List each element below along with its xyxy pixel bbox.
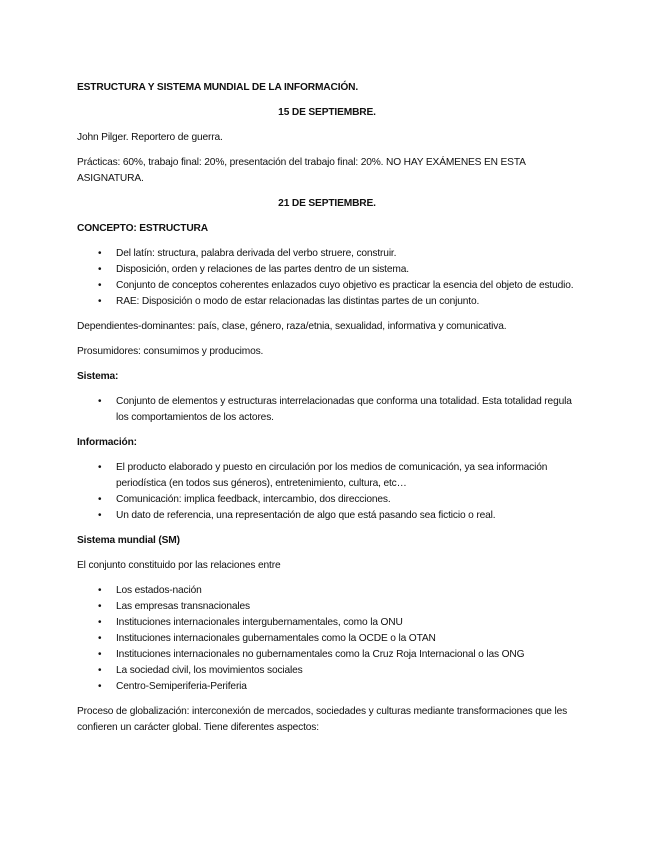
list-item-text: La sociedad civil, los movimientos sociales bbox=[116, 665, 303, 676]
list-item-text: Instituciones internacionales intergubernamentales, como la ONU bbox=[116, 617, 403, 628]
document-page bbox=[77, 80, 577, 745]
list-item bbox=[77, 583, 577, 599]
list-item-text: Comunicación: implica feedback, intercambio, dos direcciones. bbox=[116, 494, 391, 505]
bullet-list bbox=[77, 394, 577, 426]
list-item bbox=[77, 394, 577, 426]
list-item-text: Las empresas transnacionales bbox=[116, 601, 250, 612]
list-item-text: Los estados-nación bbox=[116, 585, 202, 596]
bullet-icon: • bbox=[98, 296, 102, 307]
paragraph: El conjunto constituido por las relaciones entre bbox=[77, 560, 281, 571]
bullet-icon: • bbox=[98, 617, 102, 628]
paragraph: Prosumidores: consumimos y producimos. bbox=[77, 346, 264, 357]
bullet-list bbox=[77, 246, 577, 310]
bullet-icon: • bbox=[98, 649, 102, 660]
section-heading: Sistema: bbox=[77, 371, 119, 382]
list-item bbox=[77, 615, 577, 631]
list-item-text: Del latín: structura, palabra derivada del verbo struere, construir. bbox=[116, 248, 397, 259]
paragraph: Prácticas: 60%, trabajo final: 20%, presentación del trabajo final: 20%. NO HAY EXÁMENES EN ESTA ASIGNATURA. bbox=[77, 157, 526, 184]
document-title: ESTRUCTURA Y SISTEMA MUNDIAL DE LA INFORMACIÓN. bbox=[77, 82, 359, 93]
bullet-icon: • bbox=[98, 264, 102, 275]
bullet-icon: • bbox=[98, 280, 102, 291]
paragraph: Proceso de globalización: interconexión de mercados, sociedades y culturas mediante transformaciones que les confieren un carácter global. Tiene diferentes aspectos: bbox=[77, 706, 568, 733]
bullet-icon: • bbox=[98, 681, 102, 692]
bullet-icon: • bbox=[98, 396, 102, 407]
bullet-icon: • bbox=[98, 462, 102, 473]
list-item-text: RAE: Disposición o modo de estar relacionadas las distintas partes de un conjunto. bbox=[116, 296, 480, 307]
paragraph: John Pilger. Reportero de guerra. bbox=[77, 132, 223, 143]
bullet-icon: • bbox=[98, 510, 102, 521]
bullet-icon: • bbox=[98, 633, 102, 644]
list-item-text: Instituciones internacionales no gubernamentales como la Cruz Roja Internacional o las ONG bbox=[116, 649, 525, 660]
list-item bbox=[77, 631, 577, 647]
list-item-text: El producto elaborado y puesto en circulación por los medios de comunicación, ya sea información periodística (en todos sus géneros), entretenimiento, cultura, etc… bbox=[116, 462, 548, 489]
list-item bbox=[77, 278, 577, 294]
list-item bbox=[77, 663, 577, 679]
paragraph: Dependientes-dominantes: país, clase, género, raza/etnia, sexualidad, informativa y comunicativa. bbox=[77, 321, 507, 332]
list-item bbox=[77, 492, 577, 508]
list-item-text: Instituciones internacionales gubernamentales como la OCDE o la OTAN bbox=[116, 633, 436, 644]
list-item bbox=[77, 599, 577, 615]
list-item-text: Conjunto de elementos y estructuras interrelacionadas que conforma una totalidad. Esta totalidad regula los comportamientos de los actores. bbox=[116, 396, 572, 423]
bullet-list bbox=[77, 583, 577, 695]
list-item bbox=[77, 294, 577, 310]
list-item-text: Conjunto de conceptos coherentes enlazados cuyo objetivo es practicar la esencia del objeto de estudio. bbox=[116, 280, 574, 291]
list-item-text: Disposición, orden y relaciones de las partes dentro de un sistema. bbox=[116, 264, 409, 275]
bullet-icon: • bbox=[98, 248, 102, 259]
bullet-icon: • bbox=[98, 585, 102, 596]
bullet-icon: • bbox=[98, 494, 102, 505]
date-heading: 15 DE SEPTIEMBRE. bbox=[278, 107, 376, 118]
section-heading: CONCEPTO: ESTRUCTURA bbox=[77, 223, 208, 234]
list-item-text: Un dato de referencia, una representación de algo que está pasando sea ficticio o real. bbox=[116, 510, 496, 521]
bullet-list bbox=[77, 460, 577, 524]
bullet-icon: • bbox=[98, 601, 102, 612]
list-item-text: Centro-Semiperiferia-Periferia bbox=[116, 681, 247, 692]
list-item bbox=[77, 262, 577, 278]
date-heading: 21 DE SEPTIEMBRE. bbox=[278, 198, 376, 209]
list-item bbox=[77, 460, 577, 492]
section-heading: Sistema mundial (SM) bbox=[77, 535, 180, 546]
list-item bbox=[77, 246, 577, 262]
list-item bbox=[77, 508, 577, 524]
section-heading: Información: bbox=[77, 437, 137, 448]
list-item bbox=[77, 679, 577, 695]
list-item bbox=[77, 647, 577, 663]
bullet-icon: • bbox=[98, 665, 102, 676]
